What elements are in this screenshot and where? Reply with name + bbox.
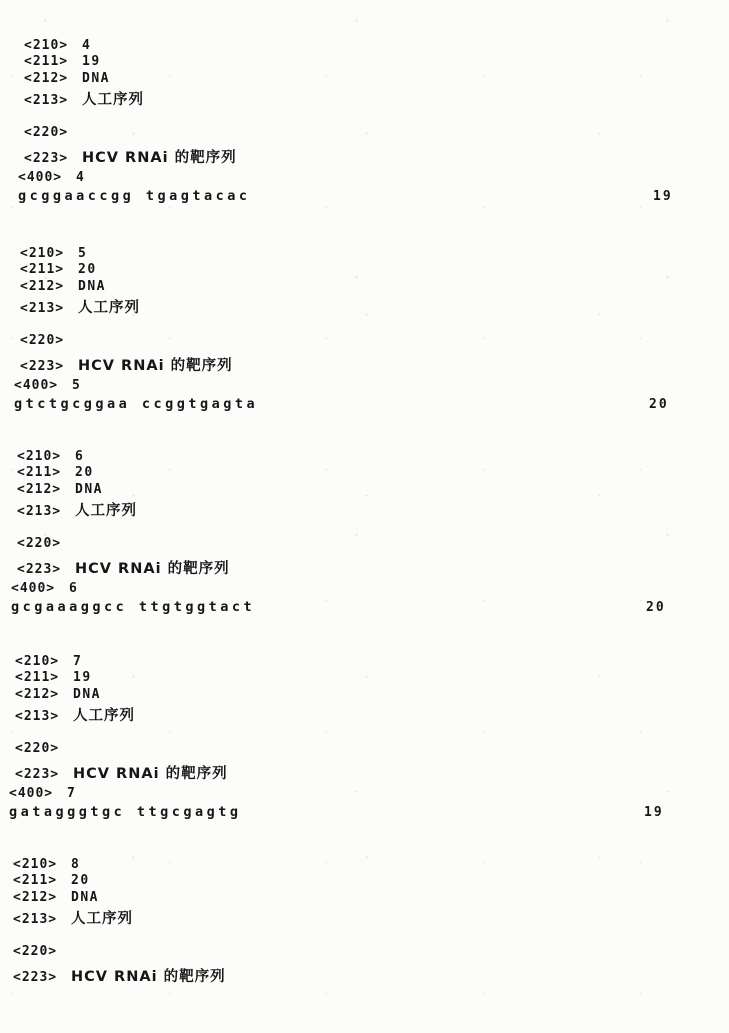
tag-211: <211> <box>13 873 58 888</box>
tag-220: <220> <box>15 741 60 756</box>
organism-line <box>15 704 135 725</box>
seq-length-line <box>15 670 92 685</box>
seq-type-line <box>17 482 103 497</box>
seq-length-value: 20 <box>71 873 90 888</box>
feature-line <box>17 536 75 551</box>
sequence-line <box>11 599 711 615</box>
tag-223: <223> <box>20 359 65 374</box>
sequence-entry-5 <box>14 246 719 422</box>
organism-value: 人工序列 <box>82 92 144 108</box>
description-value: HCV RNAi 的靶序列 <box>75 561 230 577</box>
organism-value: 人工序列 <box>73 708 135 724</box>
seq-type-value: DNA <box>71 890 99 905</box>
sequence-header-line <box>14 378 81 393</box>
sequence-entry-7 <box>9 654 714 830</box>
sequence-length-number: 19 <box>653 189 673 204</box>
sequence-line <box>9 804 709 820</box>
tag-212: <212> <box>15 687 60 702</box>
dna-sequence: gcgaaaggcc ttgtggtact <box>11 599 256 615</box>
tag-213: <213> <box>24 93 69 108</box>
seq-length-line <box>13 873 90 888</box>
tag-212: <212> <box>13 890 58 905</box>
seq-type-value: DNA <box>73 687 101 702</box>
sequence-number: 5 <box>72 378 82 393</box>
seq-id-line <box>24 38 91 53</box>
seq-id-line <box>20 246 87 261</box>
seq-length-line <box>24 54 101 69</box>
seq-id-value: 5 <box>78 246 88 261</box>
seq-type-value: DNA <box>82 71 110 86</box>
tag-220: <220> <box>20 333 65 348</box>
seq-length-value: 19 <box>82 54 101 69</box>
tag-213: <213> <box>20 301 65 316</box>
seq-length-line <box>17 465 94 480</box>
seq-id-value: 7 <box>73 654 83 669</box>
tag-211: <211> <box>17 465 62 480</box>
sequence-entry-8 <box>7 857 712 1033</box>
sequence-header-line <box>9 786 76 801</box>
sequence-line <box>18 188 718 204</box>
tag-213: <213> <box>17 504 62 519</box>
tag-210: <210> <box>15 654 60 669</box>
seq-id-line <box>15 654 82 669</box>
seq-id-value: 8 <box>71 857 81 872</box>
seq-type-line <box>20 279 106 294</box>
tag-400: <400> <box>14 378 59 393</box>
feature-line <box>24 125 82 140</box>
seq-length-value: 19 <box>73 670 92 685</box>
tag-212: <212> <box>20 279 65 294</box>
description-value: HCV RNAi 的靶序列 <box>73 766 228 782</box>
sequence-length-number: 20 <box>649 397 669 412</box>
seq-length-line <box>20 262 97 277</box>
sequence-length-number: 19 <box>644 805 664 820</box>
seq-id-line <box>13 857 80 872</box>
dna-sequence: gcggaaccgg tgagtacac <box>18 188 251 204</box>
tag-210: <210> <box>13 857 58 872</box>
description-line <box>17 557 230 578</box>
sequence-header-line <box>18 170 85 185</box>
tag-400: <400> <box>11 581 56 596</box>
sequence-entry-4 <box>18 38 723 214</box>
seq-length-value: 20 <box>78 262 97 277</box>
tag-211: <211> <box>20 262 65 277</box>
description-value: HCV RNAi 的靶序列 <box>78 358 233 374</box>
tag-223: <223> <box>13 970 58 985</box>
dna-sequence: gatagggtgc ttgcgagtg <box>9 804 242 820</box>
seq-type-value: DNA <box>75 482 103 497</box>
dna-sequence: gtctgcggaa ccggtgagta <box>14 396 259 412</box>
sequence-entry-6 <box>11 449 716 625</box>
seq-length-value: 20 <box>75 465 94 480</box>
description-value: HCV RNAi 的靶序列 <box>71 969 226 985</box>
seq-type-line <box>13 890 99 905</box>
seq-id-line <box>17 449 84 464</box>
tag-212: <212> <box>24 71 69 86</box>
tag-220: <220> <box>17 536 62 551</box>
tag-223: <223> <box>15 767 60 782</box>
organism-line <box>13 907 133 928</box>
description-line <box>13 965 226 986</box>
organism-value: 人工序列 <box>71 911 133 927</box>
description-value: HCV RNAi 的靶序列 <box>82 150 237 166</box>
tag-223: <223> <box>17 562 62 577</box>
sequence-number: 7 <box>67 786 77 801</box>
tag-223: <223> <box>24 151 69 166</box>
tag-400: <400> <box>9 786 54 801</box>
tag-212: <212> <box>17 482 62 497</box>
tag-220: <220> <box>13 944 58 959</box>
seq-type-line <box>15 687 101 702</box>
sequence-number: 4 <box>76 170 86 185</box>
tag-211: <211> <box>24 54 69 69</box>
seq-id-value: 4 <box>82 38 92 53</box>
sequence-length-number: 20 <box>646 600 666 615</box>
organism-value: 人工序列 <box>75 503 137 519</box>
feature-line <box>20 333 78 348</box>
tag-213: <213> <box>15 709 60 724</box>
description-line <box>20 354 233 375</box>
tag-210: <210> <box>20 246 65 261</box>
tag-220: <220> <box>24 125 69 140</box>
feature-line <box>13 944 71 959</box>
organism-line <box>24 88 144 109</box>
sequence-line <box>14 396 714 412</box>
tag-213: <213> <box>13 912 58 927</box>
organism-value: 人工序列 <box>78 300 140 316</box>
sequence-header-line <box>11 581 78 596</box>
feature-line <box>15 741 73 756</box>
sequence-number: 6 <box>69 581 79 596</box>
seq-id-value: 6 <box>75 449 85 464</box>
tag-210: <210> <box>24 38 69 53</box>
tag-210: <210> <box>17 449 62 464</box>
organism-line <box>17 499 137 520</box>
tag-211: <211> <box>15 670 60 685</box>
organism-line <box>20 296 140 317</box>
seq-type-value: DNA <box>78 279 106 294</box>
description-line <box>15 762 228 783</box>
tag-400: <400> <box>18 170 63 185</box>
description-line <box>24 146 237 167</box>
seq-type-line <box>24 71 110 86</box>
